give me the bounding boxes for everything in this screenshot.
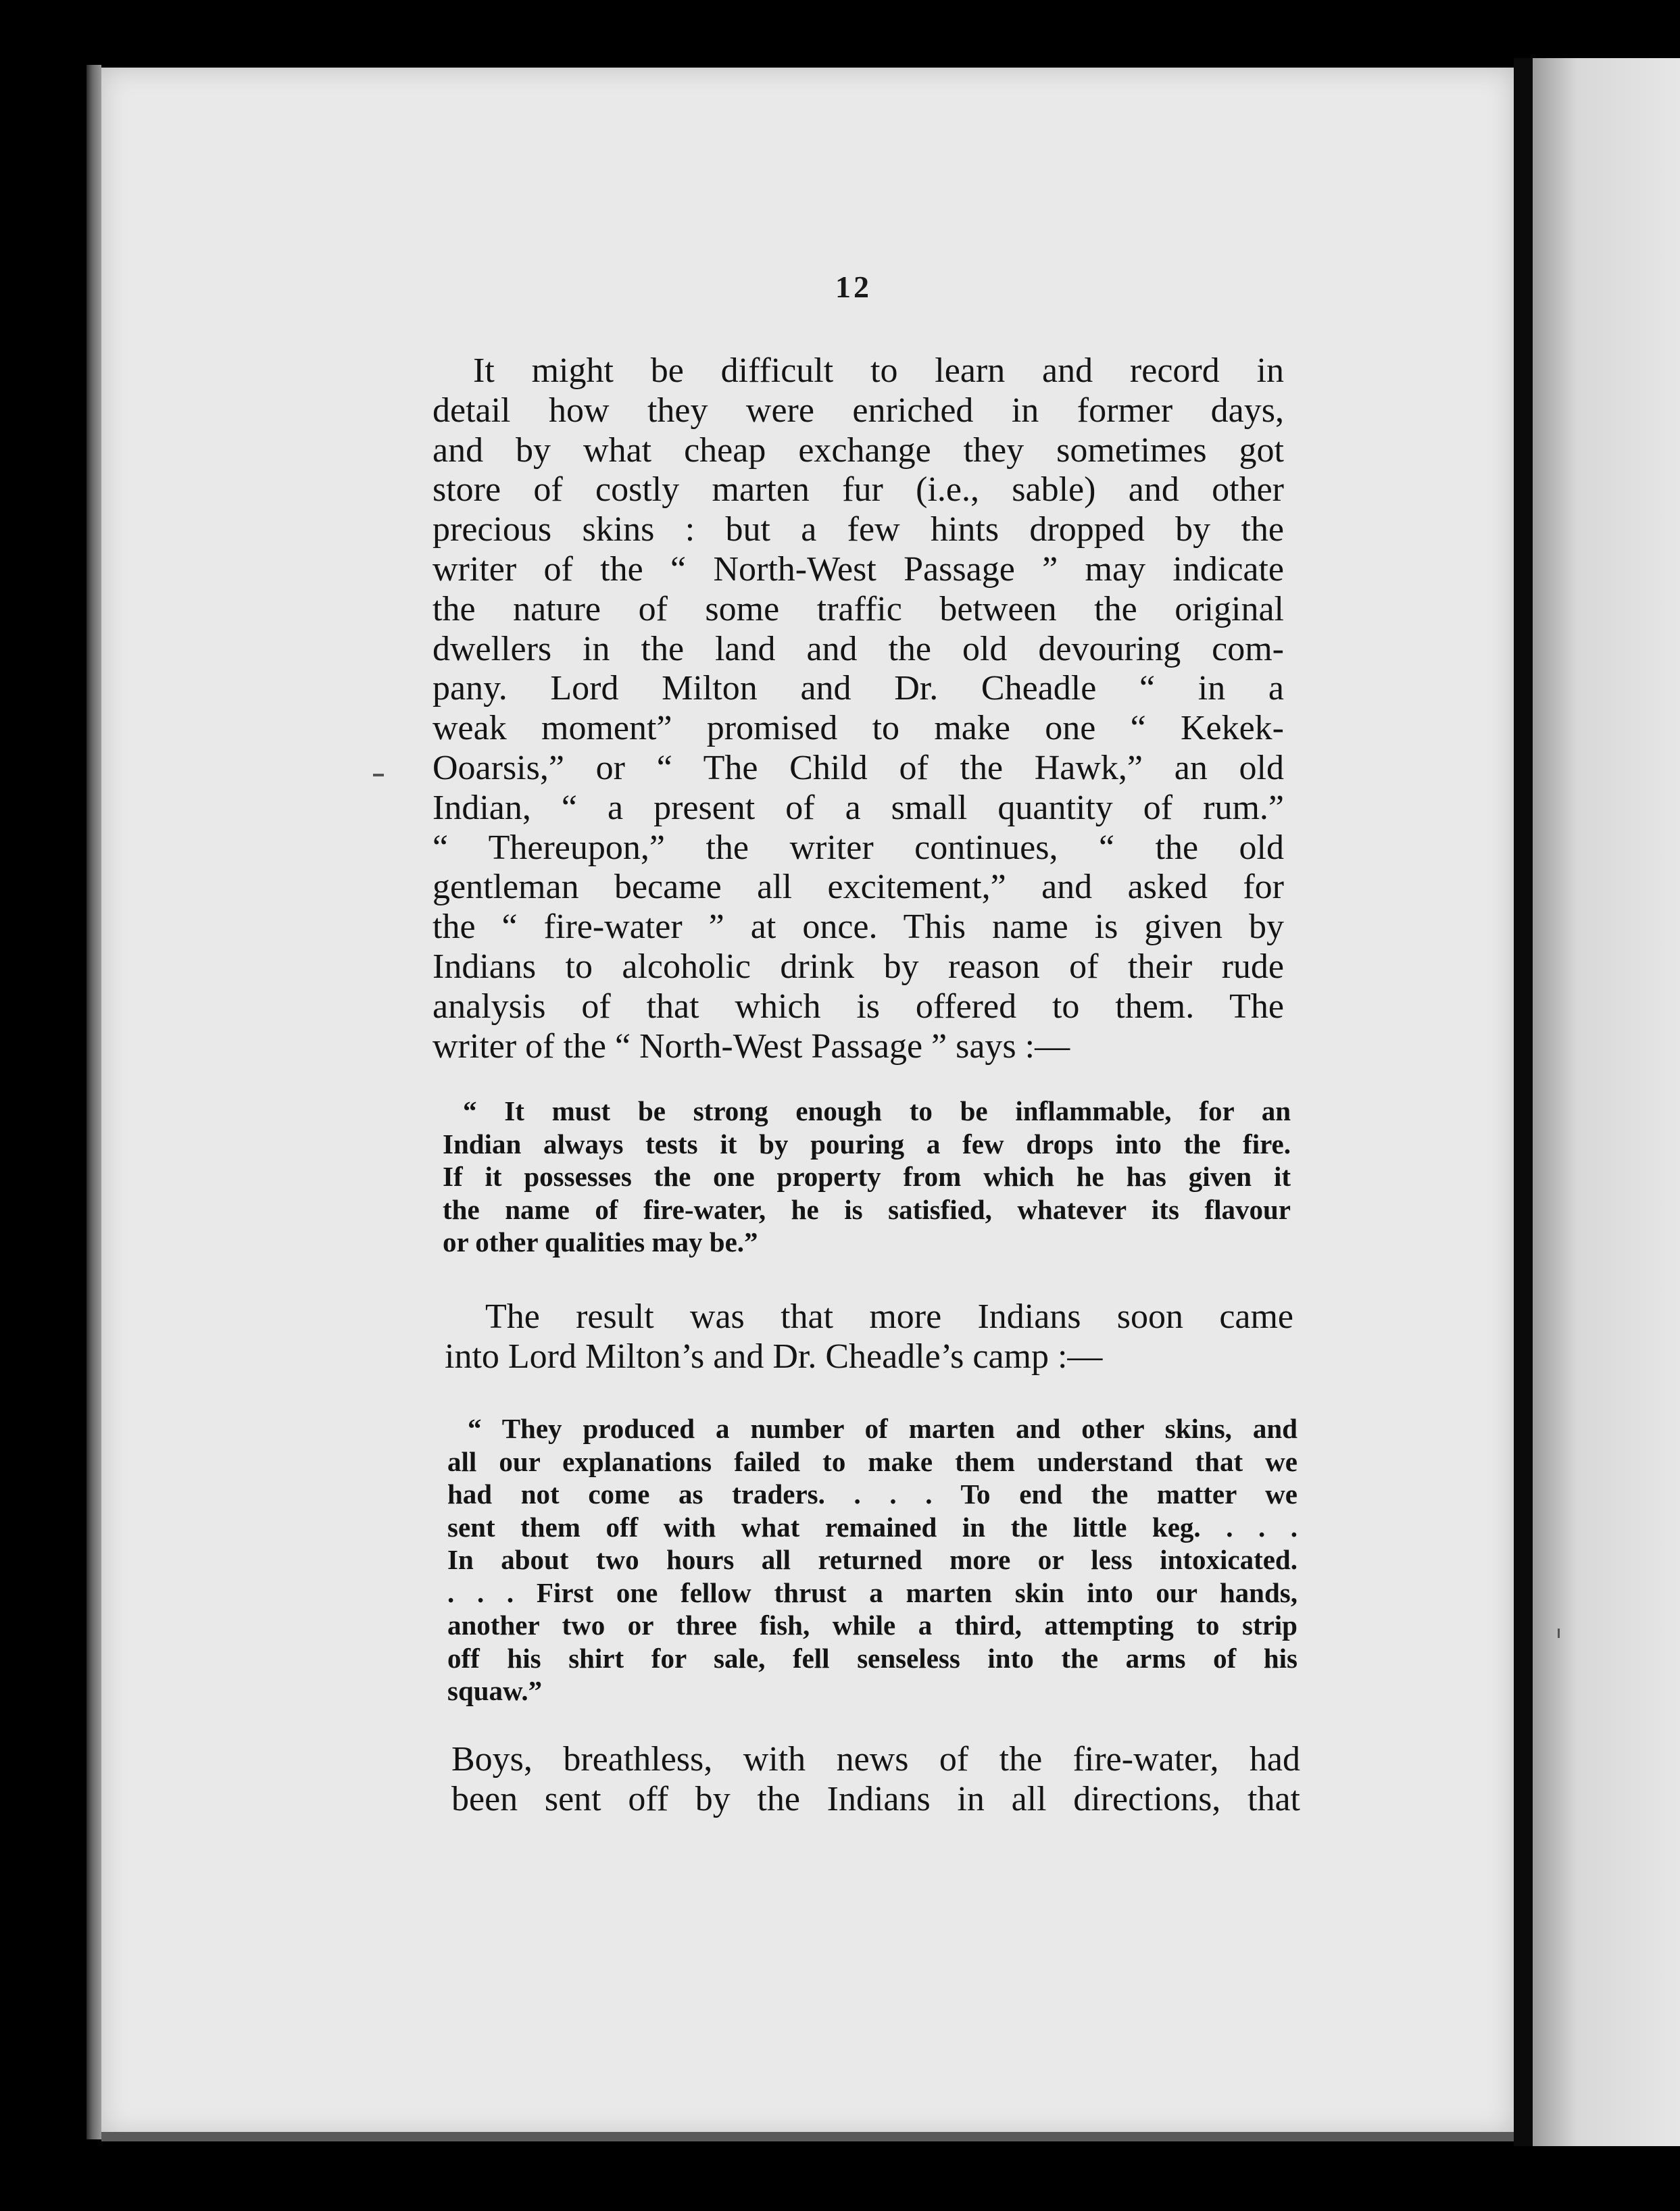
quote-line: In about two hours all returned more or less intoxicated. [447,1544,1298,1575]
text-line: and by what cheap exchange they sometimes got [433,430,1284,470]
text-line: precious skins : but a few hints dropped by the [433,510,1284,549]
block-quote-1-text [443,1095,1291,1259]
paragraph-3-text [451,1740,1300,1820]
quote-line: all our explanations failed to make them understand that we [447,1445,1298,1477]
scan-speck [1558,1629,1560,1638]
quote-line: . . . First one fellow thrust a marten skin into our hands, [447,1576,1298,1608]
text-line: Boys, breathless, with news of the fire-water, had [451,1740,1300,1779]
facing-page-edge [1533,58,1680,2146]
block-quote-2 [447,1412,1298,1708]
text-line: gentleman became all excitement,” and asked for [433,868,1284,907]
paragraph-2-text [445,1297,1293,1377]
text-line: detail how they were enriched in former days, [433,391,1284,430]
text-line: been sent off by the Indians in all directions, that [451,1779,1300,1818]
page-edge-left [87,65,101,2139]
paragraph-1-text [433,351,1284,1066]
quote-line: If it possesses the one property from which he has given it [443,1161,1291,1192]
text-line: The result was that more Indians soon came [485,1297,1293,1336]
text-line: the nature of some traffic between the original [433,589,1284,628]
text-line: the “ fire-water ” at once. This name is given by [433,908,1284,947]
quote-line: squaw.” [447,1675,543,1706]
quote-line: “ They produced a number of marten and other skins, and [468,1413,1298,1444]
text-line: writer of the “ North-West Passage ” may indicate [433,549,1284,589]
block-quote-1 [443,1095,1291,1259]
paragraph-3 [451,1740,1300,1820]
text-line: “ Thereupon,” the writer continues, “ the old [433,828,1284,867]
paragraph-2 [445,1297,1293,1377]
block-quote-2-text [447,1412,1298,1708]
book-gutter [1514,58,1533,2146]
text-line: pany. Lord Milton and Dr. Cheadle “ in a [433,669,1284,708]
text-line: writer of the “ North-West Passage ” says :— [433,1026,1070,1066]
quote-line: off his shirt for sale, fell senseless into the arms of his [447,1642,1298,1674]
quote-line: sent them off with what remained in the little keg. . . . [447,1511,1298,1543]
text-line: store of costly marten fur (i.e., sable) and other [433,470,1284,510]
text-line: into Lord Milton’s and Dr. Cheadle’s camp :— [445,1337,1103,1376]
quote-line: had not come as traders. . . . To end the matter we [447,1479,1298,1510]
quote-line: another two or three fish, while a third, attempting to strip [447,1610,1298,1641]
paragraph-1 [433,351,1284,1066]
text-line: weak moment” promised to make one “ Kekek- [433,709,1284,748]
text-line: It might be difficult to learn and record in [473,351,1284,390]
quote-line: “ It must be strong enough to be inflammable, for an [463,1095,1291,1126]
page-edge-bottom [101,2132,1521,2141]
quote-line: the name of fire-water, he is satisfied, whatever its flavour [443,1193,1291,1225]
text-line: Indian, “ a present of a small quantity of rum.” [433,788,1284,827]
text-line: Ooarsis,” or “ The Child of the Hawk,” an old [433,748,1284,787]
scan-speck [373,774,384,776]
page-number: 12 [835,270,872,304]
text-line: analysis of that which is offered to them. The [433,987,1284,1026]
text-line: dwellers in the land and the old devouring com- [433,629,1284,668]
quote-line: Indian always tests it by pouring a few drops into the fire. [443,1128,1291,1160]
text-line: Indians to alcoholic drink by reason of their rude [433,947,1284,986]
quote-line: or other qualities may be.” [443,1226,758,1258]
